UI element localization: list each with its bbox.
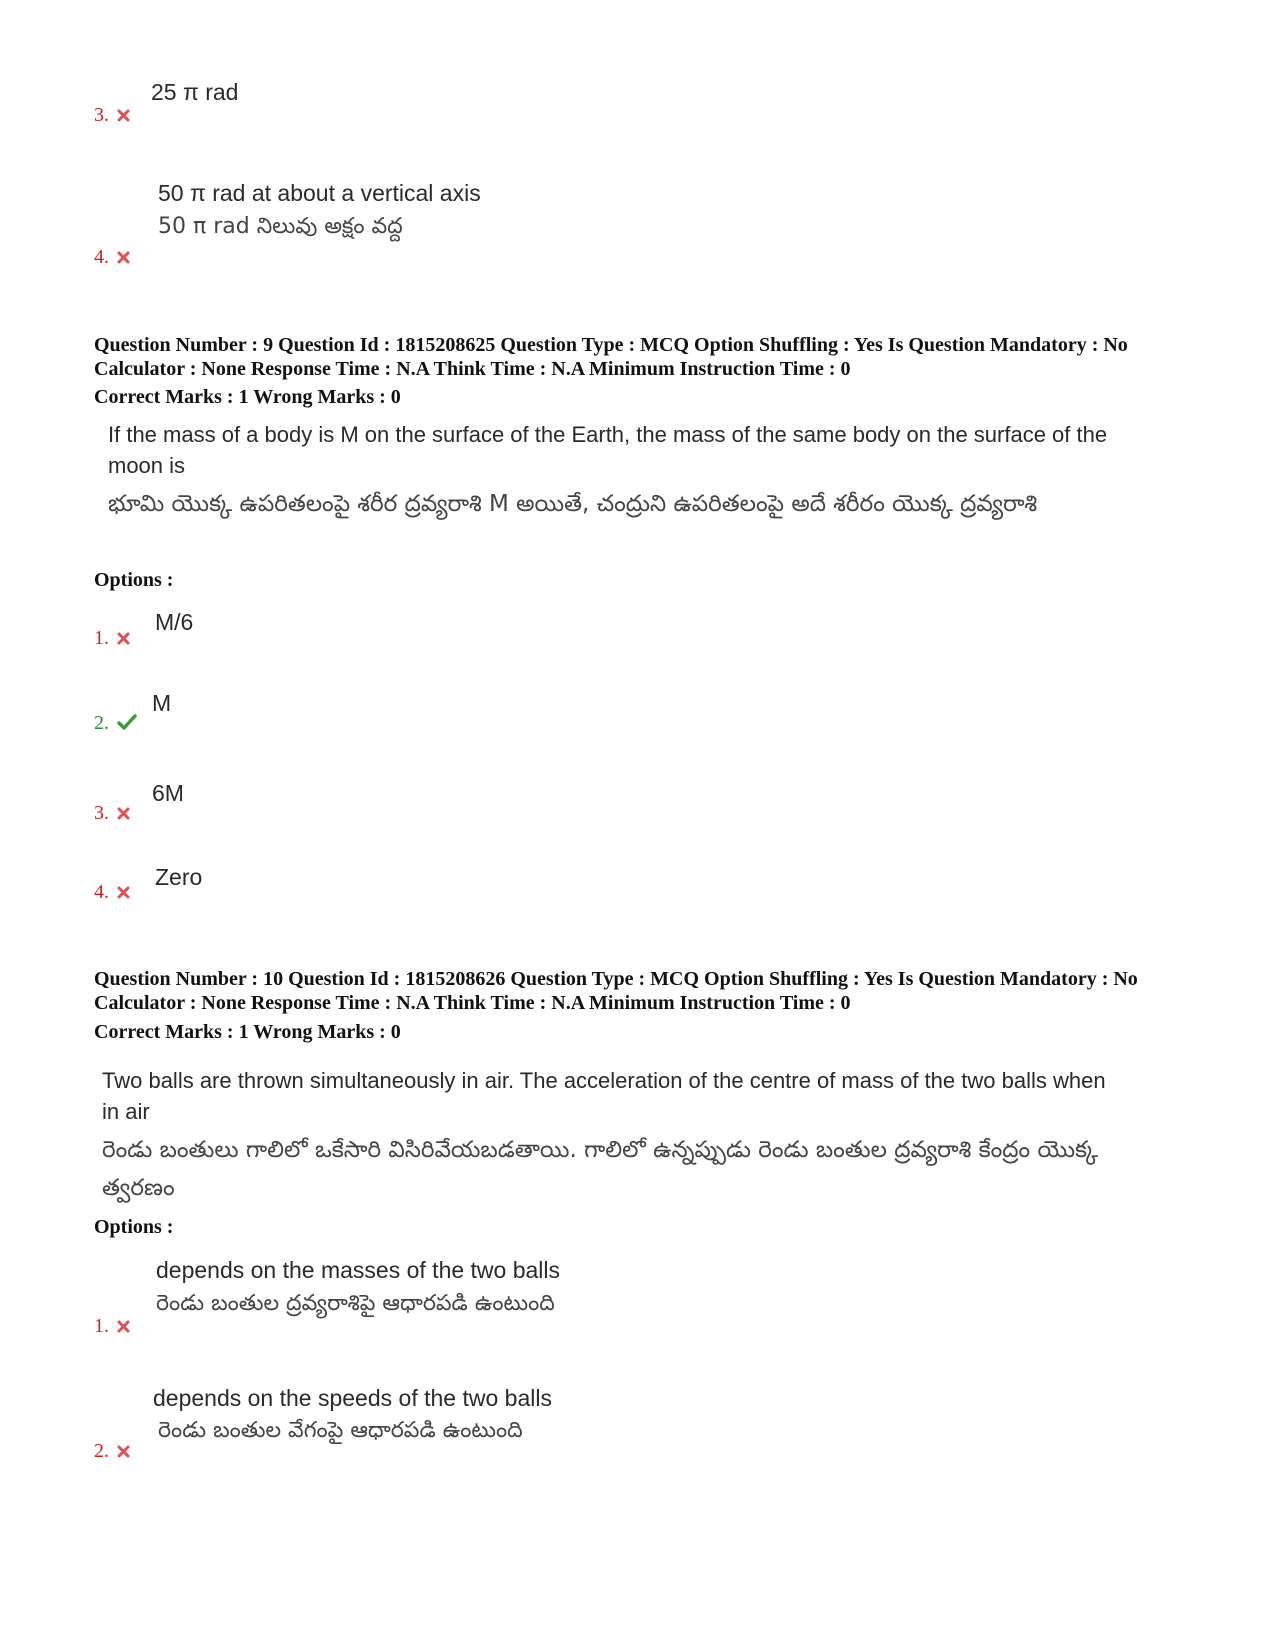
question-text-te: రెండు బంతులు గాలిలో ఒకేసారి విసిరివేయబడతాయి. గాలిలో ఉన్నప్పుడు రెండు బంతుల ద్రవ్యరాశి కేంద్రం యొక్క త్వరణం bbox=[102, 1137, 1099, 1201]
option-text-en: M/6 bbox=[155, 609, 194, 635]
option-number bbox=[94, 881, 130, 904]
option-number bbox=[94, 712, 137, 735]
option-number bbox=[94, 802, 130, 825]
question-text-en: If the mass of a body is M on the surface of the Earth, the mass of the same body on the surface of the moon is bbox=[108, 422, 1108, 478]
options-label: Options : bbox=[94, 569, 174, 591]
option-text-en: depends on the speeds of the two balls bbox=[153, 1385, 552, 1411]
cross-mark-icon bbox=[117, 105, 130, 127]
marks-line: Correct Marks : 1 Wrong Marks : 0 bbox=[94, 386, 401, 408]
question-header: Question Number : 9 Question Id : 1815208625 Question Type : MCQ Option Shuffling : Yes Is Question Mandatory : No Calculator : None Response Time : N.A Think Time : N.A Minimum Instruction Time : 0 bbox=[94, 334, 1128, 380]
question-text-te: భూమి యొక్క ఉపరితలంపై శరీర ద్రవ్యరాశి M అయితే, చంద్రుని ఉపరితలంపై అదే శరీరం యొక్క ద్రవ్యరాశి bbox=[108, 491, 1038, 517]
option-number-label: 1. bbox=[94, 1315, 109, 1337]
cross-mark-icon bbox=[117, 882, 130, 904]
option-number bbox=[94, 246, 130, 269]
option-text-en: 6M bbox=[152, 780, 184, 806]
cross-mark-icon bbox=[117, 803, 130, 825]
marks-line: Correct Marks : 1 Wrong Marks : 0 bbox=[94, 1021, 401, 1043]
check-mark-icon bbox=[117, 713, 137, 735]
option-number-label: 1. bbox=[94, 627, 109, 649]
option-text-en: 25 π rad bbox=[151, 79, 239, 105]
option-number-label: 4. bbox=[94, 881, 109, 903]
option-number bbox=[94, 627, 130, 650]
option-number bbox=[94, 1315, 130, 1338]
option-number-label: 2. bbox=[94, 712, 109, 734]
options-label: Options : bbox=[94, 1216, 174, 1238]
option-text-te: 50 π rad నిలువు అక్షం వద్ద bbox=[158, 214, 403, 239]
question-text bbox=[108, 419, 1128, 523]
option-text-te: రెండు బంతుల వేగంపై ఆధారపడి ఉంటుంది bbox=[158, 1418, 523, 1443]
option-number-label: 3. bbox=[94, 104, 109, 126]
option-number bbox=[94, 104, 130, 127]
question-text-en: Two balls are thrown simultaneously in air. The acceleration of the centre of mass of the two balls when in air bbox=[102, 1068, 1106, 1124]
option-text-te: రెండు బంతుల ద్రవ్యరాశిపై ఆధారపడి ఉంటుంది bbox=[156, 1291, 555, 1316]
option-text-en: depends on the masses of the two balls bbox=[156, 1257, 561, 1283]
cross-mark-icon bbox=[117, 628, 130, 650]
option-number bbox=[94, 1440, 130, 1463]
option-text-en: M bbox=[152, 690, 172, 716]
option-number-label: 4. bbox=[94, 246, 109, 268]
cross-mark-icon bbox=[117, 1316, 130, 1338]
option-number-label: 3. bbox=[94, 802, 109, 824]
option-text-en: Zero bbox=[155, 864, 203, 890]
question-text bbox=[102, 1065, 1122, 1207]
cross-mark-icon bbox=[117, 1441, 130, 1463]
option-number-label: 2. bbox=[94, 1440, 109, 1462]
option-text-en: 50 π rad at about a vertical axis bbox=[158, 180, 481, 206]
question-header: Question Number : 10 Question Id : 1815208626 Question Type : MCQ Option Shuffling : Yes Is Question Mandatory : No Calculator : None Response Time : N.A Think Time : N.A Minimum Instruction Time : 0 bbox=[94, 968, 1138, 1014]
cross-mark-icon bbox=[117, 247, 130, 269]
